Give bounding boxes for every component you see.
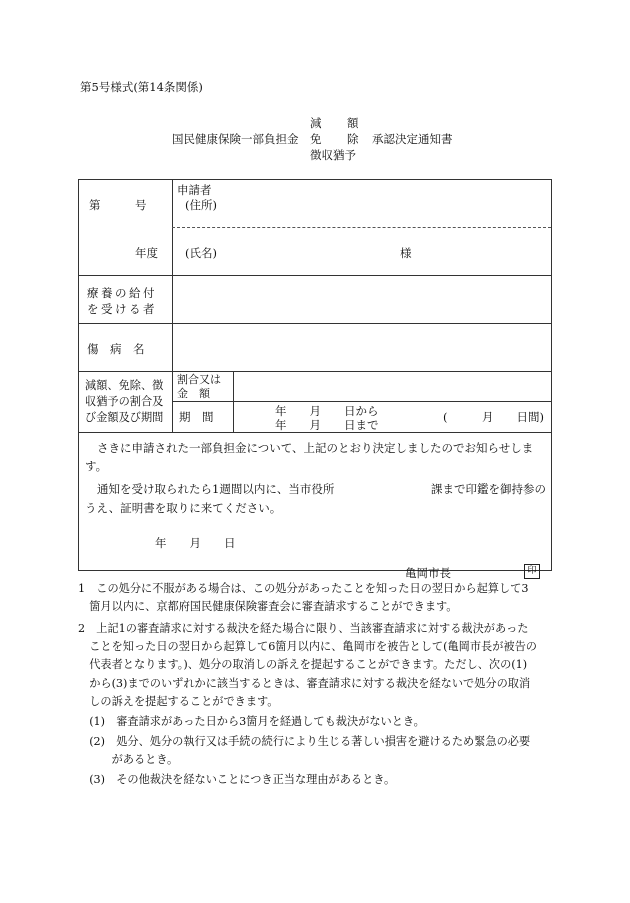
form-table	[78, 179, 552, 580]
title-prefix: 国民健康保険一部負担金	[172, 132, 299, 146]
note-line: 2 上記1の審査請求に対する裁決を経た場合に限り、当該審査請求に対する裁決があった	[78, 622, 529, 635]
applicant-label: 申請者	[177, 183, 212, 197]
label-disease-name: 傷 病 名	[87, 342, 145, 356]
title-option-yuyo: 徴収猶予	[310, 148, 356, 162]
label-fiscal-year: 年度	[135, 246, 158, 260]
notice-paragraph-2b: 課まで印鑑を御持参の	[431, 482, 546, 496]
note-line: 1 この処分に不服がある場合は、この処分があったことを知った日の翌日から起算して3	[78, 582, 529, 595]
title-suffix: 承認決定通知書	[372, 132, 453, 146]
note-line: しの訴えを提起することができます。	[78, 695, 279, 708]
seal-stamp: 印	[524, 564, 540, 579]
note-line: 代表者となります。)、処分の取消しの訴えを提起することができます。ただし、次の(1)	[78, 658, 528, 671]
notice-date: 年 月 日	[155, 536, 236, 550]
mayor-title: 亀岡市長	[405, 566, 451, 580]
note-line: があるとき。	[78, 753, 179, 766]
period-to: 年 月 日まで	[275, 418, 379, 432]
title-option-men-bottom: 除	[347, 132, 359, 146]
notice-paragraph-1: さきに申請された一部負担金について、上記のとおり決定しましたのでお知らせします。	[85, 441, 534, 473]
notice-paragraph-2a: 通知を受け取られたら1週間以内に、当市役所	[97, 482, 335, 496]
note-line: (1) 審査請求があった日から3箇月を経過しても裁決がないとき。	[78, 715, 425, 728]
note-line: ことを知った日の翌日から起算して6箇月以内に、亀岡市を被告として(亀岡市長が被告の	[78, 640, 537, 653]
note-line: 箇月以内に、京都府国民健康保険審査会に審査請求することができます。	[78, 600, 458, 613]
notice-paragraph-2c: うえ、証明書を取りに来てください。	[85, 501, 282, 515]
label-number: 第 号	[89, 198, 147, 212]
title-option-gen-bottom: 額	[347, 116, 359, 130]
title-option-men-top: 免	[310, 132, 322, 146]
honorific-sama: 様	[400, 246, 412, 260]
note-line: (3) その他裁決を経ないことにつき正当な理由があるとき。	[78, 773, 396, 786]
title-option-gen-top: 減	[310, 116, 322, 130]
period-days: ( 月 日間)	[443, 410, 544, 424]
form-number: 第5号様式(第14条関係)	[80, 80, 203, 94]
address-label: (住所)	[185, 198, 217, 212]
label-reduction-terms: 減額、免除、徴収猶予の割合及び金額及び期間	[85, 379, 164, 424]
ratio-amount-label: 割合又は金 額	[177, 373, 221, 400]
note-line: (2) 処分、処分の執行又は手続の続行により生じる著しい損害を避けるため緊急の必要	[78, 735, 531, 748]
note-line: から(3)までのいずれかに該当するときは、審査請求に対する裁決を経ないで処分の取消	[78, 677, 531, 690]
period-label: 期 間	[179, 410, 214, 424]
label-beneficiary: 療養の給付を受ける者	[87, 286, 157, 316]
period-from: 年 月 日から	[275, 404, 379, 418]
name-label: (氏名)	[185, 246, 217, 260]
